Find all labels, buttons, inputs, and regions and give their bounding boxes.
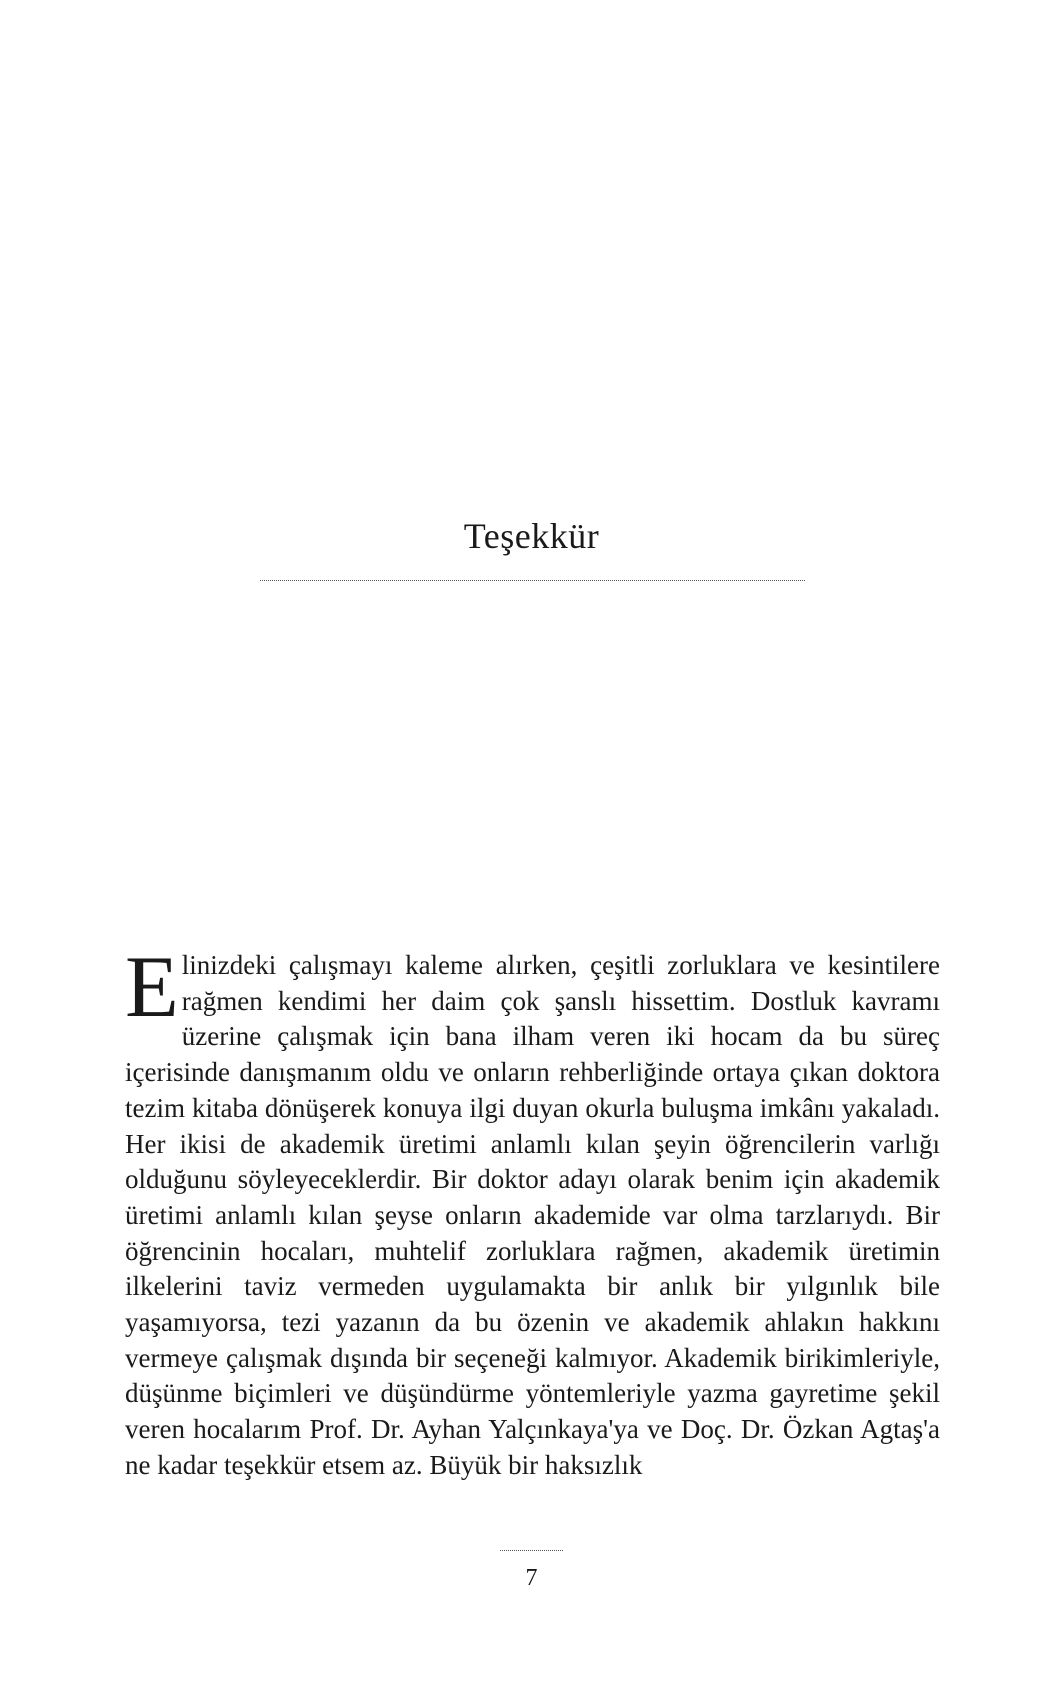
- body-text: linizdeki çalışmayı kaleme alırken, çeşitli zorluklara ve kesintilere rağmen kendimi her daim çok şanslı hissettim. Dostluk kavramı üzerine çalışmak için bana ilham veren iki hocam da bu süreç içerisinde danışmanım oldu ve onların rehberliğinde ortaya çıkan doktora tezim kitaba dönüşerek konuya ilgi duyan okurla buluşma imkânı yakaladı. Her ikisi de akademik üretimi anlamlı kılan şeyin öğrencilerin varlığı olduğunu söyleyeceklerdir. Bir doktor adayı olarak benim için akademik üretimi anlamlı kılan şeyse onların akademide var olma tarzlarıydı. Bir öğrencinin hocaları, muhtelif zorluklara rağmen, akademik üretimin ilkelerini taviz vermeden uygulamakta bir anlık bir yılgınlık bile yaşamıyorsa, tezi yazanın da bu özenin ve akademik ahlakın hakkını vermeye çalışmak dışında bir seçeneği kalmıyor. Akademik birikimleriyle, düşünme biçimleri ve düşündürme yöntemleriyle yazma gayretime şekil veren hocalarım Prof. Dr. Ayhan Yalçınkaya'ya ve Doç. Dr. Özkan Agtaş'a ne kadar teşekkür etsem az. Büyük bir haksızlık: [125, 950, 940, 1480]
- body-paragraph: [125, 939, 940, 1484]
- page-title: Teşekkür: [463, 516, 600, 556]
- footer-divider: [500, 1550, 563, 1551]
- drop-cap: E: [125, 939, 179, 1036]
- page-number: 7: [525, 1565, 538, 1591]
- title-divider: [260, 580, 805, 581]
